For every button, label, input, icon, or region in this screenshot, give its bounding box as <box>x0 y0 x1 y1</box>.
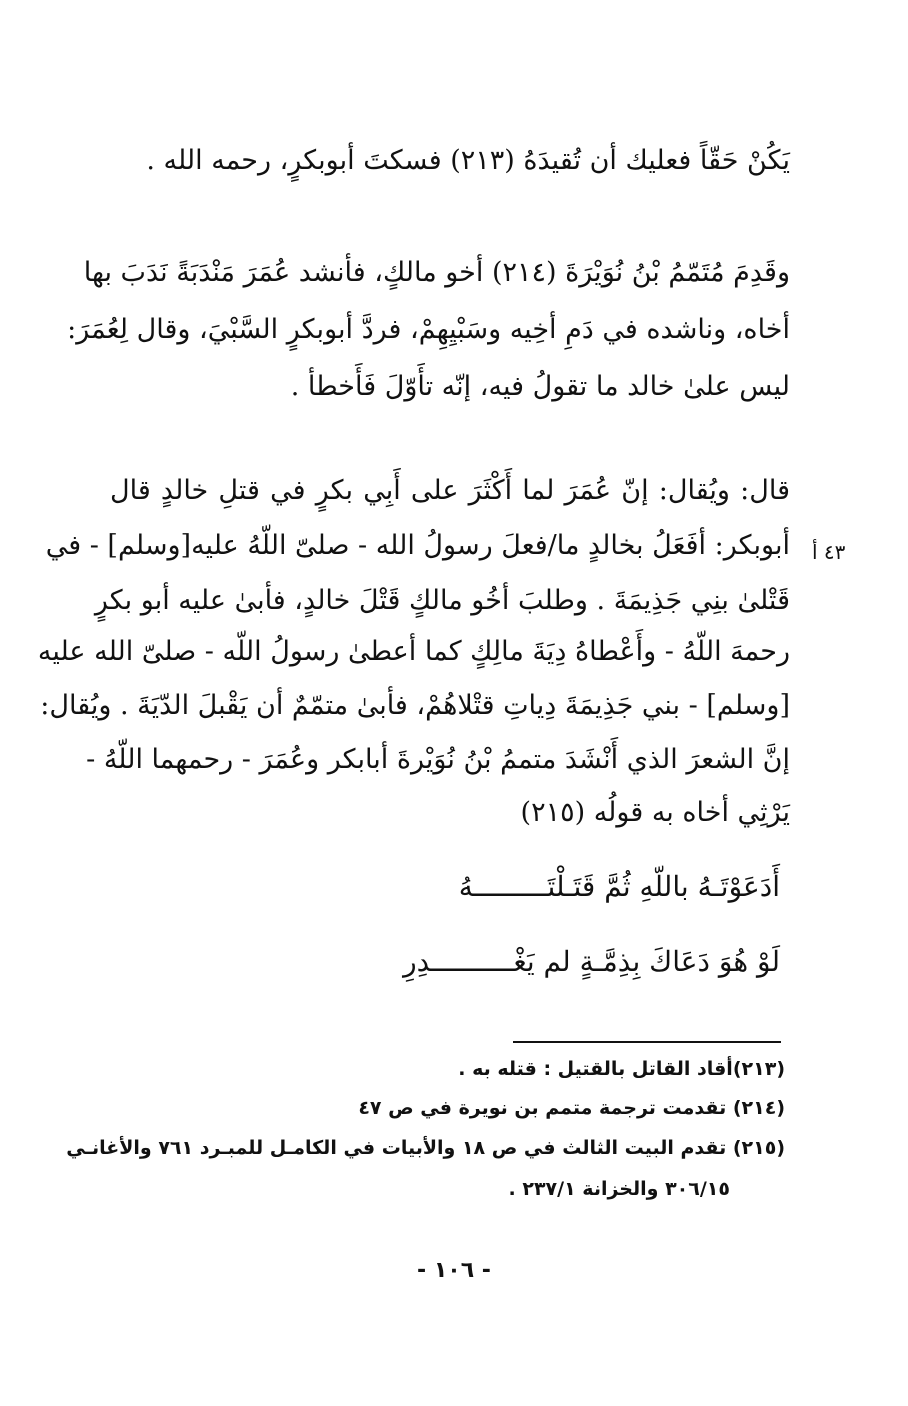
paragraph3-line4: رحمهَ اللّهُ - وأَعْطاهُ دِيَةَ مالِكٍ كما أعطىٰ رسولُ اللّه - صلىّ الله عليه <box>37 636 790 667</box>
paragraph3-line1: قال: ويُقال: إنّ عُمَرَ لما أَكْثَرَ على أَبِي بكرٍ في قتلِ خالدٍ قال <box>110 475 790 506</box>
margin-folio-reference: ٤٣ أ <box>812 540 846 564</box>
paragraph1-line1: يَكُنْ حَقّاً فعليك أن تُقيدَهُ (٢١٣) فسكتَ أبوبكرٍ، رحمه الله . <box>146 145 790 176</box>
paragraph2-line1: وقَدِمَ مُتَمّمُ بْنُ نُوَيْرَةَ (٢١٤) أخو مالكٍ، فأنشد عُمَرَ مَنْدَبَةً نَدَبَ بها <box>83 257 790 288</box>
page-number: - ١٠٦ - <box>417 1258 491 1283</box>
paragraph3-line7: يَرْثِي أخاه به قولُه (٢١٥) <box>520 797 790 828</box>
paragraph2-line2: أخاه، وناشده في دَمِ أخِيه وسَبْيِهِمْ، فردَّ أبوبكرٍ السَّبْيَ، وقال لِعُمَرَ: <box>67 314 790 345</box>
footnote-215: (٢١٥) تقدم البيت الثالث في ص ١٨ والأبيات في الكامـل للمبـرد ٧٦١ والأغانـي <box>66 1137 785 1159</box>
verse-line2: لَوْ هُوَ دَعَاكَ بِذِمَّـةٍ لم يَغْــــــــــدِرِ <box>403 945 780 978</box>
paragraph2-line3: ليس علىٰ خالد ما تقولُ فيه، إنّه تأَوّلَ فَأَخطأ . <box>290 371 790 402</box>
verse-line1: أَدَعَوْتَـهُ باللّهِ ثُمَّ قَتَـلْتَـــــــــهُ <box>458 870 780 903</box>
footnote-214: (٢١٤) تقدمت ترجمة متمم بن نويرة في ص ٤٧ <box>358 1097 785 1119</box>
paragraph3-line3: قَتْلىٰ بنِي جَذِيمَةَ . وطلبَ أخُو مالكٍ قَتْلَ خالدٍ، فأبىٰ عليه أبو بكرٍ <box>94 585 790 616</box>
footnote-separator <box>513 1041 781 1043</box>
footnote-215-continued: ٣٠٦/١٥ والخزانة ٢٣٧/١ . <box>508 1178 730 1200</box>
paragraph3-line2: أبوبكر: أفَعَلُ بخالدٍ ما/فعلَ رسولُ الله - صلىّ اللّهُ عليه[وسلم] - في <box>45 530 790 561</box>
footnote-213: (٢١٣)أقاد القاتل بالقتيل : قتله به . <box>458 1058 785 1080</box>
paragraph3-line6: إنَّ الشعرَ الذي أَنْشَدَ متممُ بْنُ نُوَيْرةَ أبابكر وعُمَرَ - رحمهما اللّهُ - <box>86 744 790 775</box>
paragraph3-line5: [وسلم] - بني جَذِيمَةَ دِياتِ قتْلاهُمْ، فأبىٰ متمّمٌ أن يَقْبلَ الدّيَةَ . ويُقال: <box>40 690 790 721</box>
